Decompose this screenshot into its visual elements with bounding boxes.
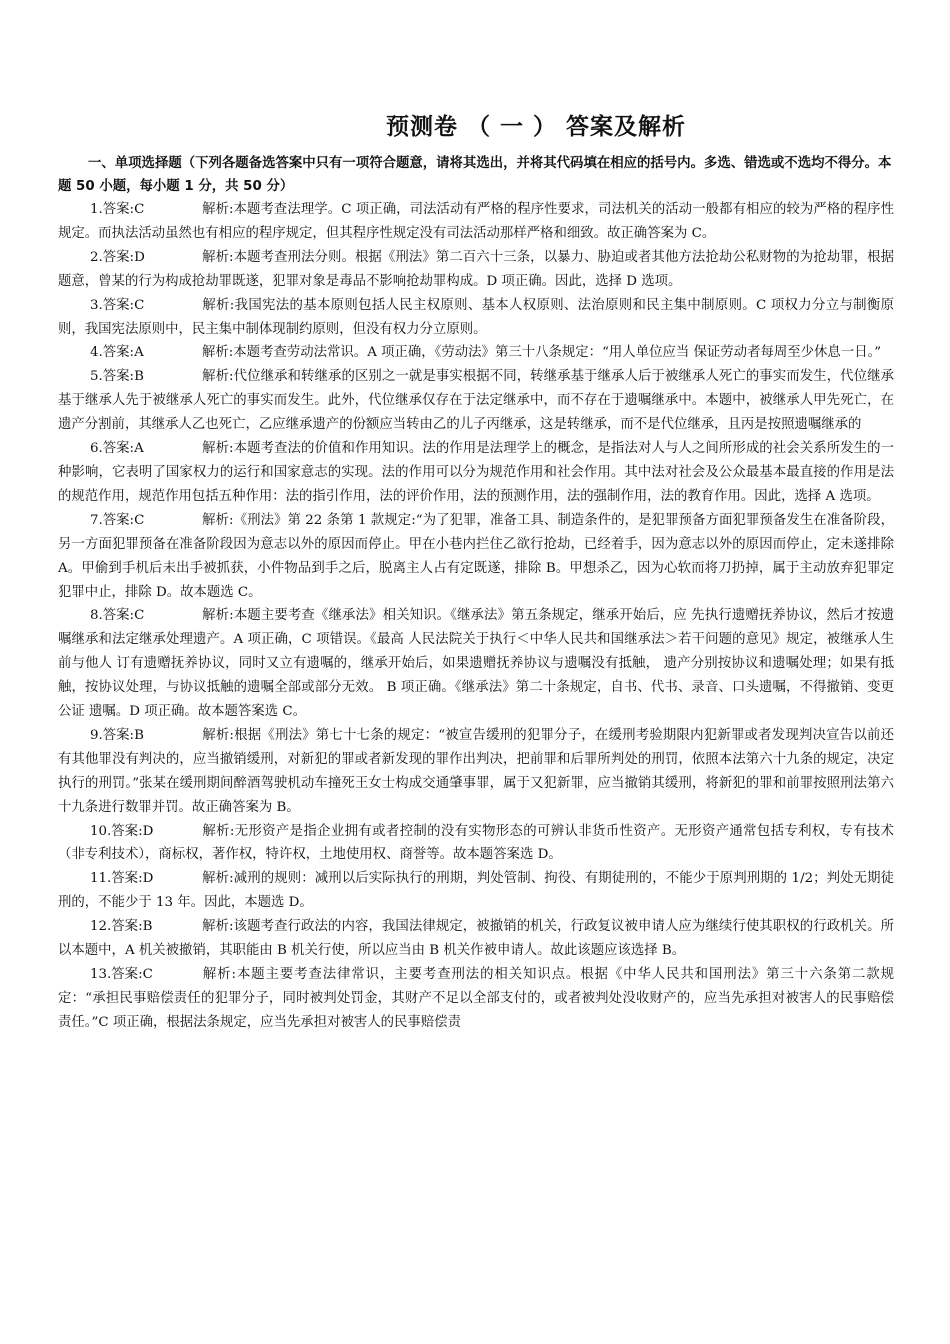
question-number: 2. bbox=[90, 249, 103, 265]
question-number: 6. bbox=[90, 441, 103, 457]
question-number: 7. bbox=[90, 512, 103, 528]
analysis-text: 解析:本题考查法的价值和作用知识。法的作用是法理学上的概念，是指法对人与人之间所形成的社会关系所发生的一种影响，它表明了国家权力的运行和国家意志的实现。法的作用可以分为规范作用和社会作用。其中法对社会及公众最基本最直接的作用是法的规范作用，规范作用包括五种作用：法的指引作用，法的评价作用，法的预测作用，法的强制作用，法的教育作用。因此，选择 A 选项。 bbox=[58, 441, 894, 504]
answer-value: 答案:B bbox=[102, 727, 144, 743]
answer-item bbox=[58, 198, 894, 246]
question-number: 12. bbox=[90, 919, 112, 935]
question-number: 13. bbox=[90, 967, 112, 982]
analysis-text: 解析:无形资产是指企业拥有或者控制的没有实物形态的可辨认非货币性资产。无形资产通常包括专利权，专有技术（非专利技术），商标权，著作权，特许权，土地使用权、商誉等。故本题答案选 D。 bbox=[58, 823, 894, 863]
answer-key bbox=[90, 820, 202, 844]
answer-key bbox=[90, 198, 202, 222]
question-number: 11. bbox=[90, 871, 112, 887]
answer-item bbox=[58, 246, 894, 294]
answer-key bbox=[90, 294, 202, 318]
answer-item bbox=[58, 724, 894, 820]
answer-key bbox=[90, 963, 202, 987]
answer-item bbox=[58, 437, 894, 509]
answer-value: 答案:D bbox=[102, 249, 145, 265]
analysis-text: 解析:减刑的规则：减刑以后实际执行的刑期，判处管制、拘役、有期徒刑的，不能少于原判刑期的 1/2；判处无期徒刑的，不能少于 13 年。因此，本题选 D。 bbox=[58, 871, 894, 911]
answer-key bbox=[90, 341, 202, 365]
answer-list bbox=[58, 198, 894, 1035]
answer-key bbox=[90, 437, 202, 461]
answer-item bbox=[58, 963, 894, 1035]
answer-key bbox=[90, 246, 202, 270]
question-number: 9. bbox=[90, 727, 103, 743]
answer-item bbox=[58, 915, 894, 963]
answer-key bbox=[90, 867, 202, 891]
answer-item bbox=[58, 365, 894, 437]
answer-item bbox=[58, 867, 894, 915]
answer-item bbox=[58, 294, 894, 342]
answer-key bbox=[90, 915, 202, 939]
question-number: 1. bbox=[90, 202, 103, 217]
answer-value: 答案:C bbox=[102, 608, 145, 624]
analysis-text: 解析:代位继承和转继承的区别之一就是事实根据不同，转继承基于继承人后于被继承人死亡的事实而发生，代位继承基于继承人先于被继承人死亡的事实而发生。此外，代位继承仅存在于法定继承中，而不存在于遗嘱继承中。本题中，被继承人甲先死亡，在遗产分割前，其继承人乙也死亡，乙应继承遗产的份额应当转由乙的儿子丙继承，这是转继承，而不是代位继承，且丙是按照遗嘱继承的 bbox=[58, 369, 894, 433]
page-title: 预测卷 （ 一 ） 答案及解析 bbox=[385, 114, 687, 140]
analysis-text: 解析:《刑法》第 22 条第 1 款规定:“为了犯罪，准备工具、制造条件的，是犯罪预备方面犯罪预备发生在准备阶段，另一方面犯罪预备在准备阶段因为意志以外的原因而停止。甲在小巷内拦住乙欲行抢劫，已经着手，因为意志以外的原因而停止，定未遂排除 A。甲偷到手机后未出手被抓获，小件物品到手之后，脱离主人占有定既遂，排除 B。甲想杀乙，因为心软而将刀扔掉，属于主动放弃犯罪定犯罪中止，排除 D。故本题选 C。 bbox=[58, 512, 894, 600]
answer-key bbox=[90, 365, 202, 389]
question-number: 5. bbox=[90, 369, 103, 385]
answer-item bbox=[58, 820, 894, 868]
analysis-text: 解析:本题考查刑法分则。根据《刑法》第二百六十三条，以暴力、胁迫或者其他方法抢劫公私财物的为抢劫罪，根据题意，曾某的行为构成抢劫罪既遂，犯罪对象是毒品不影响抢劫罪构成。D 项正确。因此，选择 D 选项。 bbox=[58, 249, 894, 289]
question-number: 3. bbox=[90, 297, 103, 313]
section-heading: 一、单项选择题（下列各题备选答案中只有一项符合题意，请将其选出，并将其代码填在相应的括号内。多选、错选或不选均不得分。本题 50 小题，每小题 1 分，共 50 分） bbox=[58, 156, 892, 194]
question-number: 10. bbox=[90, 823, 112, 839]
answer-value: 答案:D bbox=[111, 823, 154, 839]
answer-value: 答案:A bbox=[102, 345, 144, 361]
answer-value: 答案:C bbox=[102, 512, 145, 528]
answer-value: 答案:B bbox=[111, 919, 153, 935]
answer-value: 答案:A bbox=[102, 441, 144, 457]
analysis-text: 解析:本题考查法理学。C 项正确，司法活动有严格的程序性要求，司法机关的活动一般都有相应的较为严格的程序性规定。而执法活动虽然也有相应的程序规定，但其程序性规定没有司法活动那样严格和细致。故正确答案为 C。 bbox=[58, 202, 894, 241]
answer-key bbox=[90, 604, 202, 628]
analysis-text: 解析:根据《刑法》第七十七条的规定：“被宣告缓刑的犯罪分子，在缓刑考验期限内犯新罪或者发现判决宣告以前还有其他罪没有判决的，应当撤销缓刑，对新犯的罪或者新发现的罪作出判决，把前罪和后罪所判处的刑罚，依照本法第六十九条的规定，决定执行的刑罚。”张某在缓刑期间醉酒驾驶机动车撞死王女士构成交通肇事罪，属于又犯新罪，应当撤销其缓刑，将新犯的罪和前罪按照刑法第六十九条进行数罪并罚。故正确答案为 B。 bbox=[58, 727, 894, 815]
answer-item bbox=[58, 604, 894, 724]
answer-item bbox=[58, 341, 894, 365]
answer-value: 答案:D bbox=[111, 871, 154, 887]
answer-key bbox=[90, 509, 202, 533]
analysis-text: 解析:本题考查劳动法常识。A 项正确，《劳动法》第三十八条规定：“用人单位应当 保证劳动者每周至少休息一日。” bbox=[202, 345, 882, 361]
answer-value: 答案:C bbox=[102, 202, 145, 217]
document-page bbox=[58, 112, 894, 1035]
analysis-text: 解析:该题考查行政法的内容，我国法律规定，被撤销的机关，行政复议被申请人应为继续行使其职权的行政机关。所以本题中，A 机关被撤销，其职能由 B 机关行使，所以应当由 B 机关作被申请人。故此该题应该选择 B。 bbox=[58, 919, 894, 959]
analysis-text: 解析:本题主要考查法律常识，主要考查刑法的相关知识点。根据《中华人民共和国刑法》第三十六条第二款规定：“承担民事赔偿责任的犯罪分子，同时被判处罚金，其财产不足以全部支付的，或者被判处没收财产的，应当先承担对被害人的民事赔偿责任。”C 项正确，根据法条规定，应当先承担对被害人的民事赔偿责 bbox=[58, 967, 894, 1030]
question-number: 4. bbox=[90, 345, 103, 361]
question-number: 8. bbox=[90, 608, 103, 624]
analysis-text: 解析:我国宪法的基本原则包括人民主权原则、基本人权原则、法治原则和民主集中制原则。C 项权力分立与制衡原则，我国宪法原则中，民主集中制体现制约原则，但没有权力分立原则。 bbox=[58, 297, 894, 337]
analysis-text: 解析:本题主要考查《继承法》相关知识。《继承法》第五条规定，继承开始后，应 先执行遗赠抚养协议，然后才按遗嘱继承和法定继承处理遗产。A 项正确，C 项错误。《最高 人民法院关于执行＜中华人民共和国继承法＞若干问题的意见》规定，被继承人生前与他人 订有遗赠抚养协议，同时又立有遗嘱的，继承开始后，如果遗赠抚养协议与遗嘱没有抵触， 遗产分别按协议和遗嘱处理；如果有抵触，按协议处理，与协议抵触的遗嘱全部或部分无效。 B 项正确。《继承法》第二十条规定，自书、代书、录音、口头遗嘱，不得撤销、变更公证 遗嘱。D 项正确。故本题答案选 C。 bbox=[58, 608, 894, 720]
answer-value: 答案:C bbox=[111, 967, 153, 982]
answer-value: 答案:B bbox=[102, 369, 144, 385]
answer-value: 答案:C bbox=[102, 297, 145, 313]
answer-item bbox=[58, 509, 894, 605]
answer-key bbox=[90, 724, 202, 748]
